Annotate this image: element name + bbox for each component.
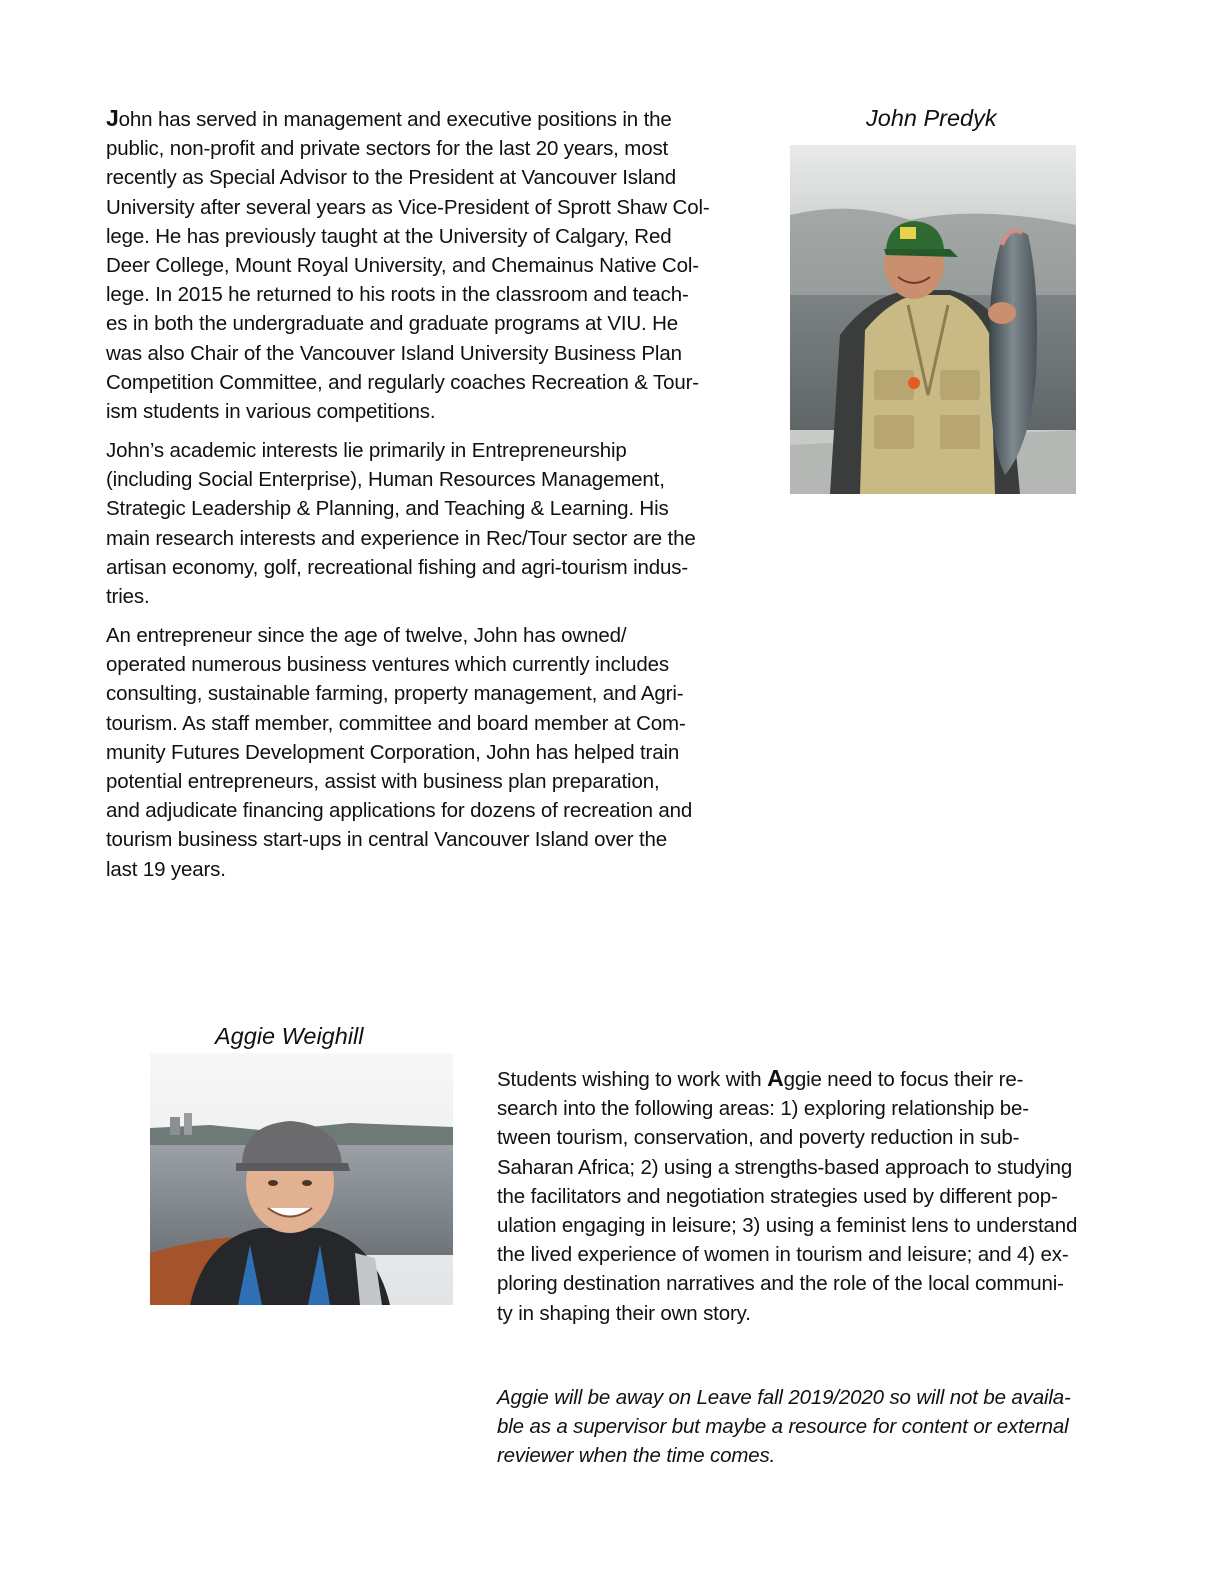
aggie-research-line: the lived experience of women in tourism and leisure; and 4) ex- bbox=[497, 1243, 1069, 1267]
john-photo bbox=[790, 145, 1076, 494]
john-bio-line: ism students in various competitions. bbox=[106, 400, 436, 424]
aggie-photo-image bbox=[150, 1053, 453, 1305]
dropcap-letter: J bbox=[106, 105, 119, 131]
john-bio-paragraph-1 bbox=[106, 104, 710, 426]
john-bio-line: operated numerous business ventures which currently includes bbox=[106, 653, 670, 677]
john-bio-line: John has served in management and executive positions in the bbox=[106, 105, 672, 131]
aggie-research-paragraph bbox=[497, 1064, 1077, 1328]
john-bio-paragraph-3 bbox=[106, 621, 692, 884]
john-photo-image bbox=[790, 145, 1076, 494]
john-bio-line: lege. He has previously taught at the University of Calgary, Red bbox=[106, 224, 672, 248]
john-bio-line: Strategic Leadership & Planning, and Teaching & Learning. His bbox=[106, 497, 669, 521]
john-bio-line: Competition Committee, and regularly coaches Recreation & Tour- bbox=[106, 370, 699, 394]
john-bio-line: consulting, sustainable farming, property management, and Agri- bbox=[106, 682, 684, 706]
john-bio-line: An entrepreneur since the age of twelve, John has owned/ bbox=[106, 624, 627, 647]
aggie-research-line: the facilitators and negotiation strategies used by different pop- bbox=[497, 1184, 1058, 1208]
aggie-research-line: search into the following areas: 1) exploring relationship be- bbox=[497, 1097, 1029, 1121]
aggie-research-line: ploring destination narratives and the role of the local communi- bbox=[497, 1272, 1064, 1296]
john-bio-line: munity Futures Development Corporation, John has helped train bbox=[106, 740, 680, 764]
john-bio-line: University after several years as Vice-President of Sprott Shaw Col- bbox=[106, 195, 710, 219]
john-bio-line: potential entrepreneurs, assist with business plan preparation, bbox=[106, 770, 660, 794]
john-bio-line: main research interests and experience in Rec/Tour sector are the bbox=[106, 526, 696, 550]
aggie-note-line: reviewer when the time comes. bbox=[497, 1444, 776, 1468]
john-bio-line: John’s academic interests lie primarily in Entrepreneurship bbox=[106, 439, 627, 462]
john-bio-line: last 19 years. bbox=[106, 857, 226, 881]
aggie-leave-note bbox=[497, 1383, 1071, 1471]
john-bio-line: Deer College, Mount Royal University, and Chemainus Native Col- bbox=[106, 254, 699, 278]
john-bio-line: recently as Special Advisor to the President at Vancouver Island bbox=[106, 166, 677, 190]
john-bio-line: tries. bbox=[106, 585, 150, 609]
john-bio-line: tourism business start-ups in central Vancouver Island over the bbox=[106, 828, 668, 852]
john-bio-line: and adjudicate financing applications for dozens of recreation and bbox=[106, 799, 693, 823]
aggie-research-line: tween tourism, conservation, and poverty reduction in sub- bbox=[497, 1126, 1020, 1150]
john-bio-line: artisan economy, golf, recreational fishing and agri-tourism indus- bbox=[106, 555, 689, 579]
john-bio-line: was also Chair of the Vancouver Island University Business Plan bbox=[106, 341, 682, 365]
john-bio-line: (including Social Enterprise), Human Resources Management, bbox=[106, 468, 665, 492]
aggie-photo bbox=[150, 1053, 453, 1305]
dropcap-letter: A bbox=[767, 1065, 784, 1091]
aggie-name-caption: Aggie Weighill bbox=[215, 1023, 364, 1049]
john-name-caption: John Predyk bbox=[866, 105, 997, 131]
john-bio-paragraph-2 bbox=[106, 436, 696, 611]
john-bio-line: es in both the undergraduate and graduate programs at VIU. He bbox=[106, 312, 679, 336]
aggie-research-line: Saharan Africa; 2) using a strengths-based approach to studying bbox=[497, 1155, 1073, 1179]
john-bio-line: tourism. As staff member, committee and board member at Com- bbox=[106, 711, 686, 735]
john-bio-line: lege. In 2015 he returned to his roots in the classroom and teach- bbox=[106, 283, 689, 307]
aggie-research-line: ty in shaping their own story. bbox=[497, 1301, 751, 1325]
john-bio-line: public, non-profit and private sectors for the last 20 years, most bbox=[106, 137, 669, 161]
aggie-research-line: Students wishing to work with Aggie need to focus their re- bbox=[497, 1065, 1024, 1091]
aggie-note-line: Aggie will be away on Leave fall 2019/2020 so will not be availa- bbox=[497, 1386, 1071, 1409]
aggie-research-line: ulation engaging in leisure; 3) using a feminist lens to understand bbox=[497, 1214, 1078, 1238]
aggie-note-line: ble as a supervisor but maybe a resource for content or external bbox=[497, 1415, 1069, 1439]
